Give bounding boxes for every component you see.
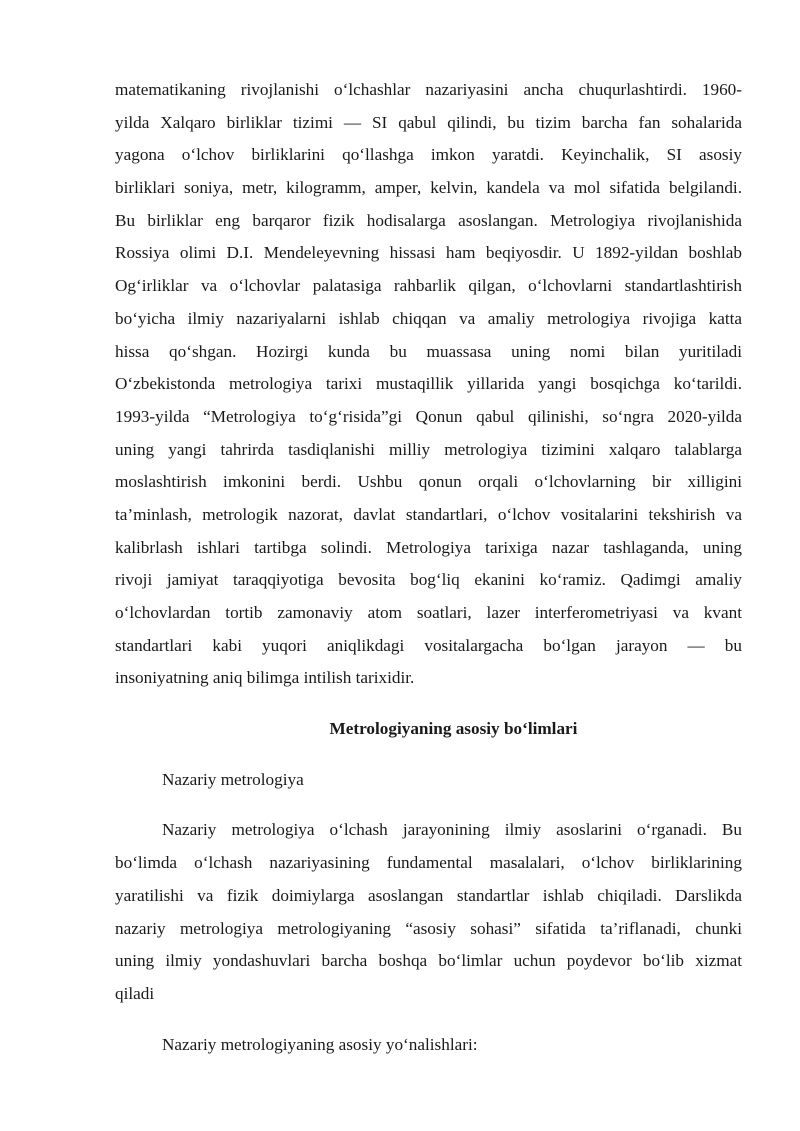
text-line: qiladi (115, 983, 155, 1003)
text-line: bo‘yicha ilmiy nazariyalarni ishlab chiqqan va amaliy metrologiya rivojiga katta (115, 308, 742, 328)
text-line: o‘lchovlardan tortib zamonaviy atom soatlari, lazer interferometriyasi va kvant (115, 603, 742, 622)
text-line: yagona o‘lchov birliklarini qo‘llashga imkon yaratdi. Keyinchalik, SI asosiy (115, 145, 742, 165)
text-line: bo‘limda o‘lchash nazariyasining fundamental masalalari, o‘lchov birliklarining (115, 853, 742, 873)
text-line: Nazariy metrologiya o‘lchash jarayonining ilmiy asoslarini o‘rganadi. Bu (162, 820, 742, 840)
subsection-title: Nazariy metrologiya (162, 769, 304, 789)
text-line: O‘zbekistonda metrologiya tarixi mustaqillik yillarida yangi bosqichga ko‘tarildi. (115, 374, 742, 394)
text-line: nazariy metrologiya metrologiyaning “asosiy sohasi” sifatida ta’riflanadi, chunki (115, 918, 742, 938)
text-line: rivoji jamiyat taraqqiyotiga bevosita bog‘liq ekanini ko‘ramiz. Qadimgi amaliy (115, 570, 742, 590)
text-line: uning yangi tahrirda tasdiqlanishi milliy metrologiya tizimini xalqaro talablarga (115, 439, 742, 459)
text-line: insoniyatning aniq bilimga intilish tarixidir. (115, 668, 415, 688)
text-line: hissa qo‘shgan. Hozirgi kunda bu muassasa uning nomi bilan yuritiladi (115, 341, 742, 361)
section-heading: Metrologiyaning asosiy bo‘limlari (329, 719, 578, 739)
directions-intro: Nazariy metrologiyaning asosiy yo‘nalishlari: (162, 1034, 478, 1054)
text-line: kalibrlash ishlari tartibga solindi. Metrologiya tarixiga nazar tashlaganda, uning (115, 537, 742, 557)
text-line: Og‘irliklar va o‘lchovlar palatasiga rahbarlik qilgan, o‘lchovlarni standartlashtirish (115, 276, 742, 296)
text-line: moslashtirish imkonini berdi. Ushbu qonun orqali o‘lchovlarning bir xilligini (115, 472, 742, 492)
text-line: matematikaning rivojlanishi o‘lchashlar nazariyasini ancha chuqurlashtirdi. 1960- (115, 80, 742, 99)
text-line: yaratilishi va fizik doimiylarga asoslangan standartlar ishlab chiqiladi. Darslikda (115, 885, 742, 905)
text-line: standartlari kabi yuqori aniqlikdagi vositalargacha bo‘lgan jarayon — bu (115, 635, 742, 655)
text-line: ta’minlash, metrologik nazorat, davlat standartlari, o‘lchov vositalarini tekshirish va (115, 504, 742, 524)
text-line: 1993-yilda “Metrologiya to‘g‘risida”gi Qonun qabul qilinishi, so‘ngra 2020-yilda (115, 406, 742, 426)
theory-paragraph (115, 814, 742, 1010)
intro-paragraph (115, 74, 742, 695)
text-column (115, 74, 742, 1061)
text-line: Bu birliklar eng barqaror fizik hodisalarga asoslangan. Metrologiya rivojlanishida (115, 210, 742, 230)
text-line: yilda Xalqaro birliklar tizimi — SI qabul qilindi, bu tizim barcha fan sohalarida (115, 112, 742, 132)
text-line: uning ilmiy yondashuvlari barcha boshqa bo‘limlar uchun poydevor bo‘lib xizmat (115, 951, 742, 971)
text-line: Rossiya olimi D.I. Mendeleyevning hissasi ham beqiyosdir. U 1892-yildan boshlab (115, 243, 742, 263)
text-line: birliklari soniya, metr, kilogramm, amper, kelvin, kandela va mol sifatida belgilandi. (115, 178, 742, 198)
